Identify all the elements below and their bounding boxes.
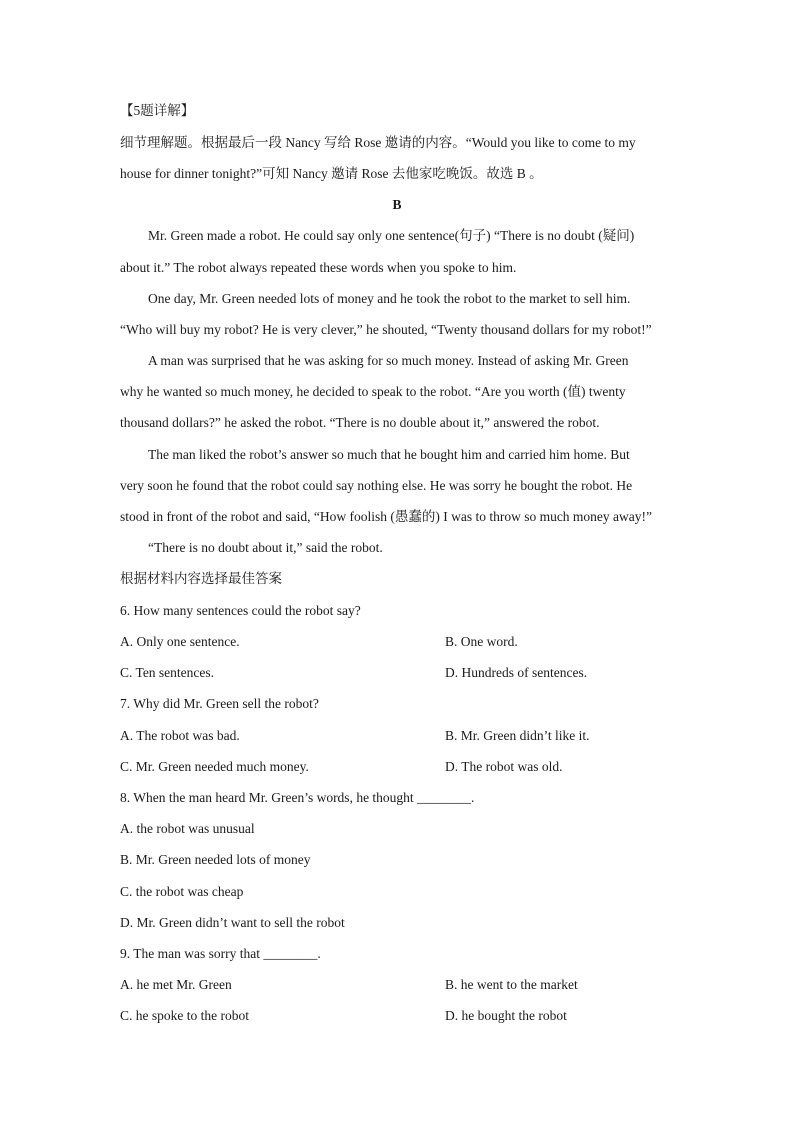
question-9-stem: 9. The man was sorry that ________. bbox=[120, 946, 321, 961]
passage-line: why he wanted so much money, he decided to speak to the robot. “Are you worth (值) twenty bbox=[120, 384, 626, 399]
question-7-option-a: A. The robot was bad. bbox=[120, 728, 240, 743]
passage-line: about it.” The robot always repeated these words when you spoke to him. bbox=[120, 260, 517, 275]
passage-line: Mr. Green made a robot. He could say only one sentence(句子) “There is no doubt (疑问) bbox=[148, 228, 635, 243]
question-8-option-d: D. Mr. Green didn’t want to sell the robot bbox=[120, 915, 345, 930]
passage-line: thousand dollars?” he asked the robot. “There is no double about it,” answered the robot. bbox=[120, 415, 600, 430]
question-8-option-a: A. the robot was unusual bbox=[120, 821, 255, 836]
question-7-option-c: C. Mr. Green needed much money. bbox=[120, 759, 309, 774]
question-8-option-c: C. the robot was cheap bbox=[120, 884, 244, 899]
question-6-option-a: A. Only one sentence. bbox=[120, 634, 240, 649]
instruction: 根据材料内容选择最佳答案 bbox=[120, 571, 282, 586]
question-7-stem: 7. Why did Mr. Green sell the robot? bbox=[120, 696, 319, 711]
section5-heading: 【5题详解】 bbox=[120, 103, 195, 118]
question-8-option-b: B. Mr. Green needed lots of money bbox=[120, 852, 311, 867]
question-6-option-c: C. Ten sentences. bbox=[120, 665, 215, 680]
question-6-option-b: B. One word. bbox=[445, 634, 518, 649]
question-9-option-c: C. he spoke to the robot bbox=[120, 1008, 249, 1023]
question-7-option-b: B. Mr. Green didn’t like it. bbox=[445, 728, 590, 743]
question-7-option-d: D. The robot was old. bbox=[445, 759, 563, 774]
question-9-option-b: B. he went to the market bbox=[445, 977, 578, 992]
passage-line: The man liked the robot’s answer so much that he bought him and carried him home. But bbox=[148, 447, 630, 462]
passage-label: B bbox=[392, 197, 402, 212]
section5-explanation-line2: house for dinner tonight?”可知 Nancy 邀请 Rose 去他家吃晚饭。故选 B 。 bbox=[120, 166, 543, 181]
passage-line: “There is no doubt about it,” said the robot. bbox=[148, 540, 383, 555]
question-9-option-d: D. he bought the robot bbox=[445, 1008, 567, 1023]
passage-line: One day, Mr. Green needed lots of money and he took the robot to the market to sell him. bbox=[148, 291, 631, 306]
section5-explanation-line1: 细节理解题。根据最后一段 Nancy 写给 Rose 邀请的内容。“Would you like to come to my bbox=[120, 135, 636, 150]
passage-line: “Who will buy my robot? He is very clever,” he shouted, “Twenty thousand dollars for my robot!” bbox=[120, 322, 652, 337]
question-9-option-a: A. he met Mr. Green bbox=[120, 977, 232, 992]
passage-line: very soon he found that the robot could say nothing else. He was sorry he bought the robot. He bbox=[120, 478, 633, 493]
question-6-option-d: D. Hundreds of sentences. bbox=[445, 665, 588, 680]
passage-line: A man was surprised that he was asking for so much money. Instead of asking Mr. Green bbox=[148, 353, 629, 368]
passage-line: stood in front of the robot and said, “How foolish (愚蠢的) I was to throw so much money away!” bbox=[120, 509, 653, 524]
question-8-stem: 8. When the man heard Mr. Green’s words, he thought ________. bbox=[120, 790, 475, 805]
question-6-stem: 6. How many sentences could the robot say? bbox=[120, 603, 361, 618]
